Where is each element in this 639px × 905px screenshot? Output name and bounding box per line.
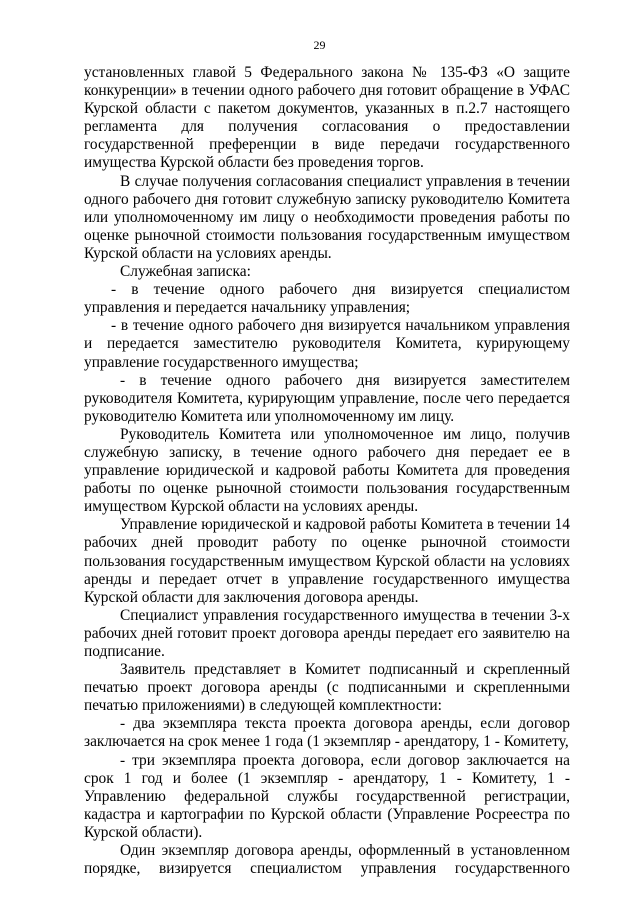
paragraph-3: Служебная записка: xyxy=(120,263,251,281)
document-body xyxy=(84,64,570,878)
paragraph-2: В случае получения согласования специалист управления в течении одного рабочего дня готовит служебную записку руководителю Комитета или уполномоченному им лицу о необходимости проведения работы по оценке рыночной стоимости пользования государственным имуществом Курской области на условиях аренды. xyxy=(84,172,570,262)
paragraph-11: - два экземпляра текста проекта договора аренды, если договор заключается на срок менее 1 года (1 экземпляр - арендатору, 1 - Комитету, xyxy=(84,715,570,751)
paragraph-8: Управление юридической и кадровой работы Комитета в течении 14 рабочих дней проводит работу по оценке рыночной стоимости пользования государственным имуществом Курской области на условиях аренды и передает отчет в управление государственного имущества Курской области для заключения договора аренды. xyxy=(84,516,570,606)
paragraph-7: Руководитель Комитета или уполномоченное им лицо, получив служебную записку, в течение одного рабочего дня передает ее в управление юридической и кадровой работы Комитета для проведения работы по оценке рыночной стоимости пользования государственным имуществом Курской области на условиях аренды. xyxy=(84,425,570,516)
paragraph-6: - в течение одного рабочего дня визируется заместителем руководителя Комитета, курирующим управление, после чего передается руководителю Комитета или уполномоченному им лицу. xyxy=(84,371,570,425)
paragraph-5: - в течение одного рабочего дня визируется начальником управления и передается заместителю руководителя Комитета, курирующему управление государственного имущества; xyxy=(84,317,570,371)
paragraph-12: - три экземпляра проекта договора, если договор заключается на срок 1 год и более (1 экземпляр - арендатору, 1 - Комитету, 1 - Управлению федеральной службы государственной регистрации, кадастра и картографии по Курской области (Управление Росреестра по Курской области). xyxy=(84,751,570,841)
paragraph-13: Один экземпляр договора аренды, оформленный в установленном порядке, визируется специалистом управления государственного xyxy=(84,842,570,878)
page-number: 29 xyxy=(313,38,326,52)
paragraph-9: Специалист управления государственного имущества в течении 3-х рабочих дней готовит проект договора аренды передает его заявителю на подписание. xyxy=(84,606,570,660)
paragraph-4: - в течение одного рабочего дня визируется специалистом управления и передается начальнику управления; xyxy=(84,281,570,317)
paragraph-10: Заявитель представляет в Комитет подписанный и скрепленный печатью проект договора аренды (с подписанными и скрепленными печатью приложениями) в следующей комплектности: xyxy=(84,661,570,715)
paragraph-1: установленных главой 5 Федерального закона № 135-ФЗ «О защите конкуренции» в течении одного рабочего дня готовит обращение в УФАС Курской области с пакетом документов, указанных в п.2.7 настоящего регламента для получения согласования о предоставлении государственной преференции в виде передачи государственного имущества Курской области без проведения торгов. xyxy=(84,64,570,172)
